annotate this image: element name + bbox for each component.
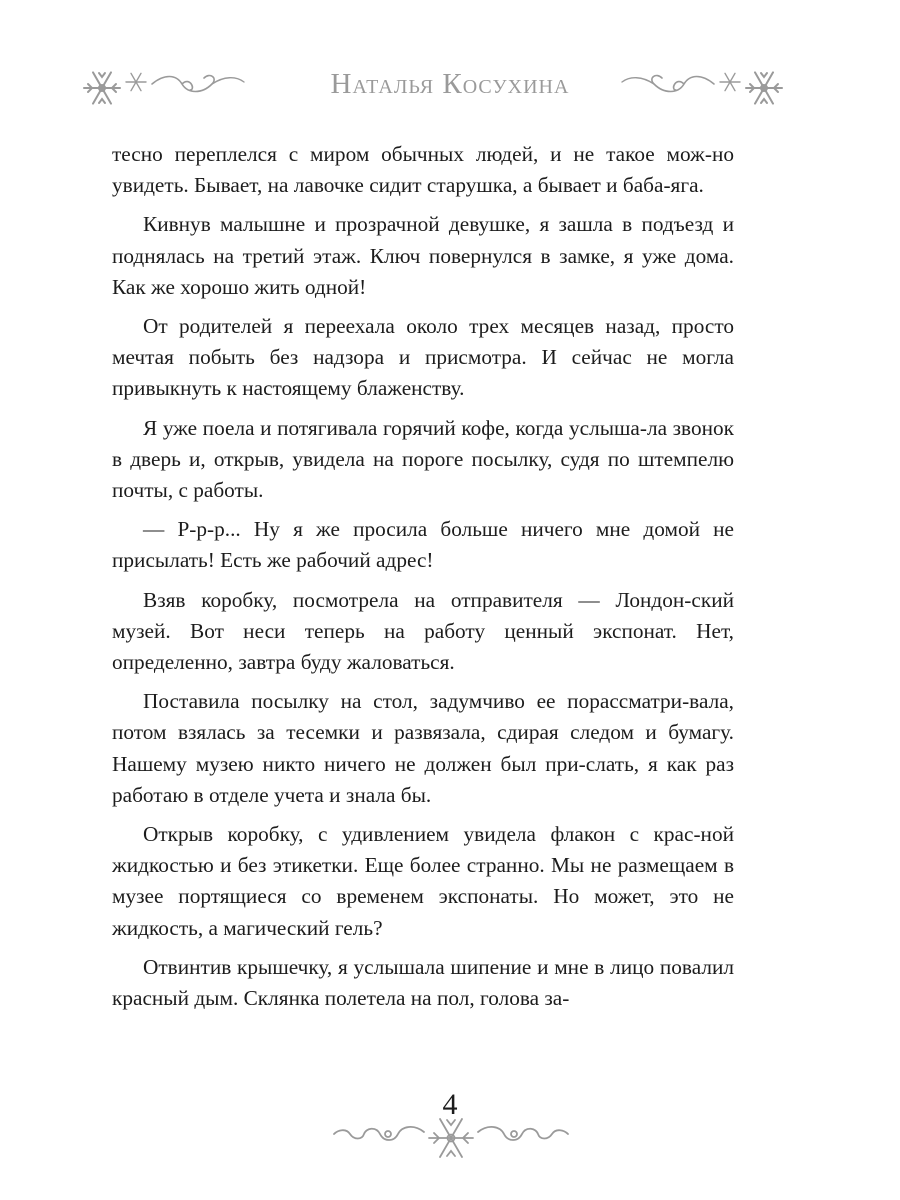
paragraph: Открыв коробку, с удивлением увидела флакон с крас-ной жидкостью и без этикетки. Еще более странно. Мы не размещаем в музее портящиеся со временем экспонаты. Но может, это не жидкость, а магический гель? (112, 822, 734, 940)
author-name: Наталья Косухина (330, 68, 570, 100)
body-text (112, 139, 734, 1014)
snowflake-ornament-right-icon (588, 58, 788, 114)
paragraph: Кивнув малышне и прозрачной девушке, я зашла в подъезд и поднялась на третий этаж. Ключ повернулся в замке, я уже дома. Как же хорошо жить одной! (112, 212, 734, 299)
paragraph: Взяв коробку, посмотрела на отправителя — Лондон-ский музей. Вот неси теперь на работу ценный экспонат. Нет, определенно, завтра буду жаловаться. (112, 587, 734, 675)
paragraph: От родителей я переехала около трех месяцев назад, просто мечтая побыть без надзора и присмотра. И сейчас не могла привыкнуть к настоящему блаженству. (112, 314, 734, 401)
paragraph: Отвинтив крышечку, я услышала шипение и мне в лицо повалил красный дым. Склянка полетела на пол, голова за- (112, 954, 734, 1011)
paragraph: — Р-р-р... Ну я же просила больше ничего мне домой не присылать! Есть же рабочий адрес! (112, 517, 734, 573)
paragraph: Поставила посылку на стол, задумчиво ее порассматри-вала, потом взялась за тесемки и развязала, сдирая следом и бумагу. Нашему музею никто ничего не должен был при-слать, я как раз работаю в отделе учета и знала бы. (112, 689, 734, 807)
paragraph: Я уже поела и потягивала горячий кофе, когда услыша-ла звонок в дверь и, открыв, увидела на пороге посылку, судя по штемпелю почты, с работы. (112, 415, 734, 503)
page-number: 4 (442, 1088, 458, 1121)
snowflake-ornament-footer-icon (326, 1112, 576, 1168)
running-header (0, 52, 900, 122)
paragraph: тесно переплелся с миром обычных людей, и не такое мож-но увидеть. Бывает, на лавочке сидит старушка, а бывает и баба-яга. (112, 142, 734, 198)
